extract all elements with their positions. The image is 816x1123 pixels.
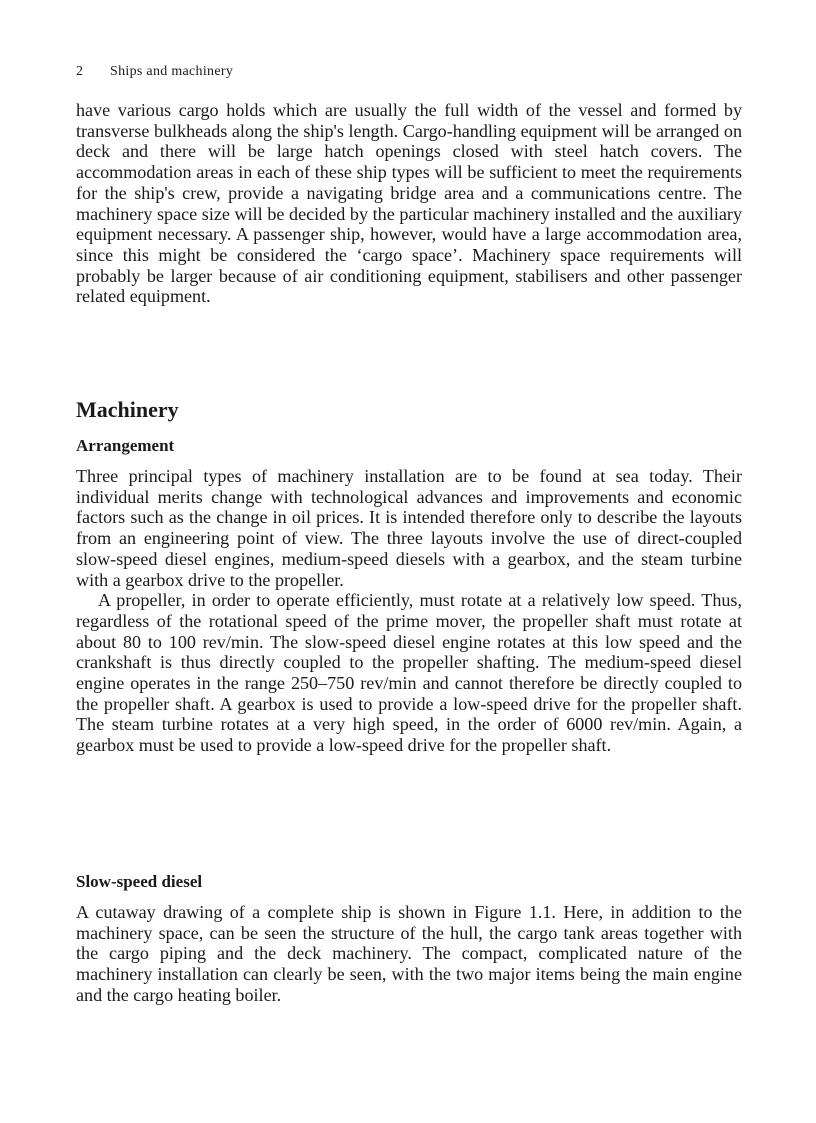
subheading-slow-speed-diesel: Slow-speed diesel [76, 872, 203, 891]
running-head [76, 64, 233, 80]
subheading-arrangement: Arrangement [76, 436, 175, 455]
arrangement-block [76, 466, 742, 756]
intro-paragraph: have various cargo holds which are usually the full width of the vessel and formed by transverse bulkheads along the ship's length. Cargo-handling equipment will be arranged on deck and there will be large hatch openings closed with steel hatch covers. The accommodation areas in each of these ship types will be sufficient to meet the requirements for the ship's crew, provide a navigating bridge area and a communications centre. The machinery space size will be decided by the particular machinery installed and the auxiliary equipment necessary. A passenger ship, however, would have a large accommodation area, since this might be considered the ‘cargo space’. Machinery space requirements will probably be larger because of air conditioning equipment, stabilisers and other passenger related equipment. [76, 100, 742, 307]
section-heading-machinery: Machinery [76, 397, 179, 422]
arrangement-paragraph-2: A propeller, in order to operate efficiently, must rotate at a relatively low speed. Thus, regardless of the rotational speed of the prime mover, the propeller shaft must rotate at about 80 to 100 rev/min. The slow-speed diesel engine rotates at this low speed and the crankshaft is thus directly coupled to the propeller shafting. The medium-speed diesel engine operates in the range 250–750 rev/min and cannot therefore be directly coupled to the propeller shaft. A gearbox is used to provide a low-speed drive for the propeller shaft. The steam turbine rotates at a very high speed, in the order of 6000 rev/min. Again, a gearbox must be used to provide a low-speed drive for the propeller shaft. [76, 590, 742, 756]
arrangement-paragraph-1: Three principal types of machinery installation are to be found at sea today. Their individual merits change with technological advances and improvements and economic factors such as the change in oil prices. It is intended therefore only to describe the layouts from an engineering point of view. The three layouts involve the use of direct-coupled slow-speed diesel engines, medium-speed diesels with a gearbox, and the steam turbine with a gearbox drive to the propeller. [76, 466, 742, 590]
running-title: Ships and machinery [110, 64, 234, 79]
slow-speed-block [76, 902, 742, 1006]
page-number: 2 [76, 64, 84, 79]
intro-block [76, 100, 742, 307]
slow-speed-paragraph: A cutaway drawing of a complete ship is shown in Figure 1.1. Here, in addition to the machinery space, can be seen the structure of the hull, the cargo tank areas together with the cargo piping and the deck machinery. The compact, complicated nature of the machinery installation can clearly be seen, with the two major items being the main engine and the cargo heating boiler. [76, 902, 742, 1005]
